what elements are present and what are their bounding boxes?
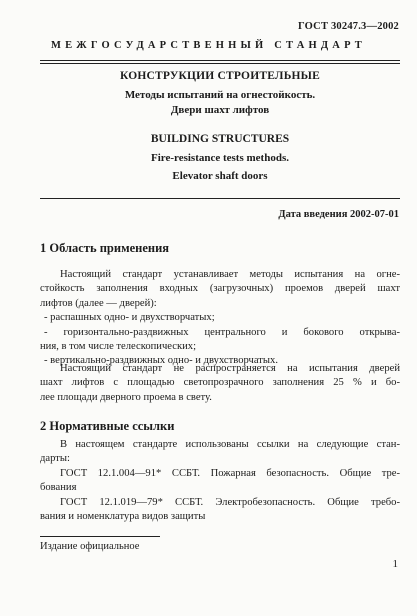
body-line: дарты: <box>40 453 70 465</box>
body-line: лифтов (далее — дверей): <box>40 297 157 309</box>
title-ru-sub-1: Методы испытаний на огнестойкость. <box>124 89 316 101</box>
interstate-standard-heading: МЕЖГОСУДАРСТВЕННЫЙ СТАНДАРТ <box>50 40 367 51</box>
edition-note: Издание официальное <box>40 541 140 552</box>
body-line: В настоящем стандарте использованы ссылки на следующие стан- <box>60 439 400 450</box>
title-en-main: BUILDING STRUCTURES <box>150 133 290 145</box>
section-2-title: 2 Нормативные ссылки <box>40 419 175 433</box>
body-line: Настоящий стандарт устанавливает методы испытания на огне- <box>60 269 400 280</box>
list-item-continuation: ния, в том числе телескопических; <box>40 341 197 353</box>
reference-item-continuation: бования <box>40 482 77 494</box>
title-bottom-rule <box>40 198 400 199</box>
reference-item: ГОСТ 12.1.019—79* ССБТ. Электробезопасность. Общие требо- <box>60 496 400 508</box>
gost-code: ГОСТ 30247.3—2002 <box>298 21 399 32</box>
title-en-sub-2: Elevator shaft doors <box>172 170 268 182</box>
list-item: - вертикально-раздвижных одно- и двухстворчатых. <box>44 355 278 367</box>
title-ru-sub-2: Двери шахт лифтов <box>170 104 270 116</box>
body-line: лее площади дверного проема в свету. <box>40 391 212 403</box>
footer-rule <box>40 536 160 537</box>
section-1-exclusion <box>40 362 400 405</box>
body-line: стойкость заполнения входных (загрузочных) проемов дверей шахт <box>40 283 400 295</box>
section-1-body <box>40 268 400 369</box>
title-en-sub-1: Fire-resistance tests methods. <box>151 152 289 164</box>
section-1-title: 1 Область применения <box>40 241 170 255</box>
reference-item-continuation: вания и номенклатура видов защиты <box>40 511 206 523</box>
body-line: Настоящий стандарт не распространяется на испытания дверей <box>60 363 400 374</box>
header-rule-top <box>40 60 400 61</box>
date-of-introduction: Дата введения 2002-07-01 <box>278 209 399 220</box>
list-item: - горизонтально-раздвижных центрального и бокового открыва- <box>44 326 400 338</box>
body-line: шахт лифтов с площадью светопрозрачного заполнения 25 % и бо- <box>40 377 400 389</box>
title-ru-main: КОНСТРУКЦИИ СТРОИТЕЛЬНЫЕ <box>119 70 321 82</box>
header-rule-bottom <box>40 63 400 64</box>
list-item: - распашных одно- и двухстворчатых; <box>44 312 215 324</box>
reference-item: ГОСТ 12.1.004—91* ССБТ. Пожарная безопасность. Общие тре- <box>60 467 400 479</box>
section-2-body <box>40 438 400 524</box>
page-number: 1 <box>392 558 398 570</box>
